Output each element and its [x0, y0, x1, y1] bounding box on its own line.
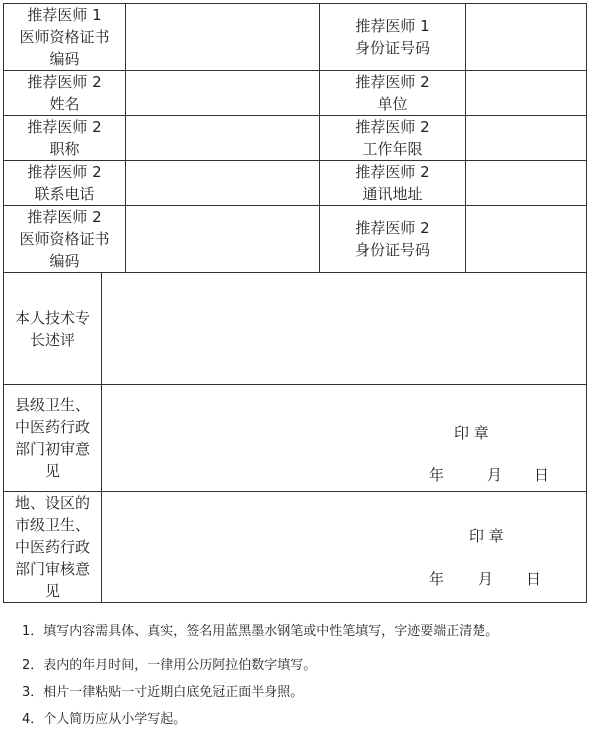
row-label-doctor1-id: 推荐医师 1 身份证号码 — [320, 4, 466, 71]
row-label-doctor2-name: 推荐医师 2 姓名 — [4, 71, 126, 116]
value-doctor2-id[interactable] — [466, 206, 587, 273]
row-label-doctor2-unit: 推荐医师 2 单位 — [320, 71, 466, 116]
table-row — [4, 273, 587, 385]
value-doctor1-cert[interactable] — [126, 4, 320, 71]
value-doctor2-years[interactable] — [466, 116, 587, 161]
form-frame — [3, 3, 586, 603]
note-item-1: 1．填写内容需具体、真实，签名用蓝黑墨水钢笔或中性笔填写，字迹要端正清楚。 — [22, 624, 499, 639]
value-doctor2-address[interactable] — [466, 161, 587, 206]
self-review-label: 本人技术专 长述评 — [4, 273, 102, 385]
row-label-doctor2-id: 推荐医师 2 身份证号码 — [320, 206, 466, 273]
value-doctor2-title[interactable] — [126, 116, 320, 161]
table-row — [4, 492, 587, 603]
value-doctor2-name[interactable] — [126, 71, 320, 116]
city-stamp-label: 印 章 — [469, 527, 504, 545]
county-stamp-label: 印 章 — [454, 424, 489, 442]
value-doctor2-unit[interactable] — [466, 71, 587, 116]
county-review-field[interactable] — [102, 385, 587, 492]
value-doctor1-id[interactable] — [466, 4, 587, 71]
row-label-doctor2-cert: 推荐医师 2 医师资格证书 编码 — [4, 206, 126, 273]
note-item-3: 3．相片一律粘贴一寸近期白底免冠正面半身照。 — [22, 685, 304, 700]
row-label-doctor1-cert: 推荐医师 1 医师资格证书 编码 — [4, 4, 126, 71]
county-date-day: 日 — [534, 466, 550, 484]
county-review-label: 县级卫生、 中医药行政 部门初审意 见 — [4, 385, 102, 492]
table-row — [4, 161, 587, 206]
city-review-label: 地、设区的 市级卫生、 中医药行政 部门审核意 见 — [4, 492, 102, 603]
row-label-doctor2-years: 推荐医师 2 工作年限 — [320, 116, 466, 161]
table-row — [4, 4, 587, 71]
county-date-month: 月 — [487, 466, 503, 484]
city-date-month: 月 — [478, 570, 494, 588]
value-doctor2-cert[interactable] — [126, 206, 320, 273]
note-item-4: 4．个人简历应从小学写起。 — [22, 712, 187, 727]
row-label-doctor2-title: 推荐医师 2 职称 — [4, 116, 126, 161]
table-row — [4, 116, 587, 161]
city-date-year: 年 — [429, 570, 445, 588]
county-date-year: 年 — [429, 466, 445, 484]
row-label-doctor2-phone: 推荐医师 2 联系电话 — [4, 161, 126, 206]
city-review-field[interactable] — [102, 492, 587, 603]
row-label-doctor2-address: 推荐医师 2 通讯地址 — [320, 161, 466, 206]
recommendation-table — [3, 3, 587, 603]
table-row — [4, 71, 587, 116]
self-review-field[interactable] — [102, 273, 587, 385]
note-item-2: 2．表内的年月时间，一律用公历阿拉伯数字填写。 — [22, 658, 317, 673]
table-row — [4, 206, 587, 273]
city-date-day: 日 — [526, 570, 542, 588]
table-row — [4, 385, 587, 492]
value-doctor2-phone[interactable] — [126, 161, 320, 206]
